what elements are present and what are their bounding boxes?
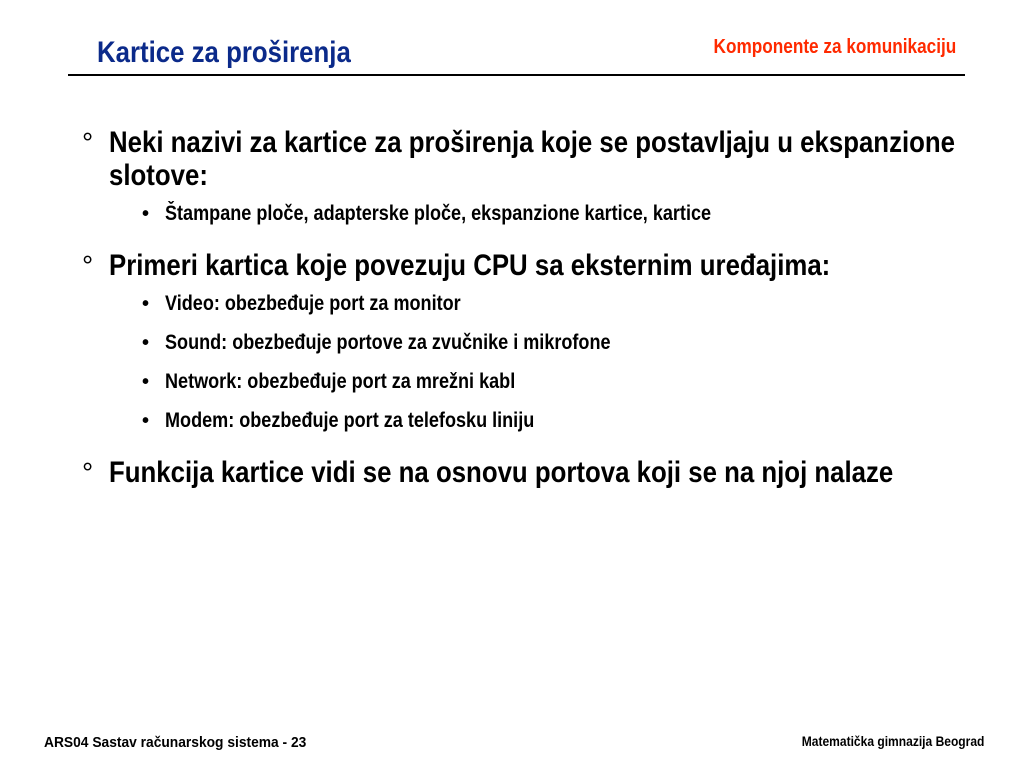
bullet-function (82, 456, 962, 489)
footer-institution: Matematička gimnazija Beograd (801, 733, 984, 749)
sub-bullet-names-list (142, 202, 962, 226)
degree-bullet-icon: ° (82, 127, 94, 158)
sub-bullet-text: Sound: obezbeđuje portove za zvučnike i mikrofone (165, 331, 611, 354)
dot-bullet-icon: • (142, 410, 150, 432)
degree-bullet-icon: ° (82, 457, 94, 488)
slide-title: Kartice za proširenja (97, 36, 351, 69)
slide-content (82, 126, 962, 499)
sub-bullet-video (142, 292, 962, 316)
sub-bullet-text: Štampane ploče, adapterske ploče, ekspanzione kartice, kartice (165, 202, 712, 225)
sub-bullet-text: Modem: obezbeđuje port za telefosku liniju (165, 409, 535, 432)
bullet-text: Neki nazivi za kartice za proširenja koje se postavljaju u ekspanzione slotove: (109, 126, 956, 192)
bullet-text: Primeri kartica koje povezuju CPU sa eksternim uređajima: (109, 249, 831, 282)
bullet-examples (82, 249, 962, 282)
degree-bullet-icon: ° (82, 250, 94, 281)
header-divider (68, 74, 965, 76)
sub-bullet-text: Video: obezbeđuje port za monitor (165, 292, 461, 315)
dot-bullet-icon: • (142, 371, 150, 393)
bullet-names (82, 126, 962, 192)
section-topic: Komponente za komunikaciju (713, 36, 956, 58)
dot-bullet-icon: • (142, 203, 150, 225)
footer-slide-info: ARS04 Sastav računarskog sistema - 23 (44, 734, 307, 751)
dot-bullet-icon: • (142, 293, 150, 315)
sub-bullet-sound (142, 331, 962, 355)
bullet-text: Funkcija kartice vidi se na osnovu portova koji se na njoj nalaze (109, 456, 894, 489)
sub-bullet-text: Network: obezbeđuje port za mrežni kabl (165, 370, 516, 393)
sub-bullet-network (142, 370, 962, 394)
dot-bullet-icon: • (142, 332, 150, 354)
sub-bullet-modem (142, 409, 962, 433)
